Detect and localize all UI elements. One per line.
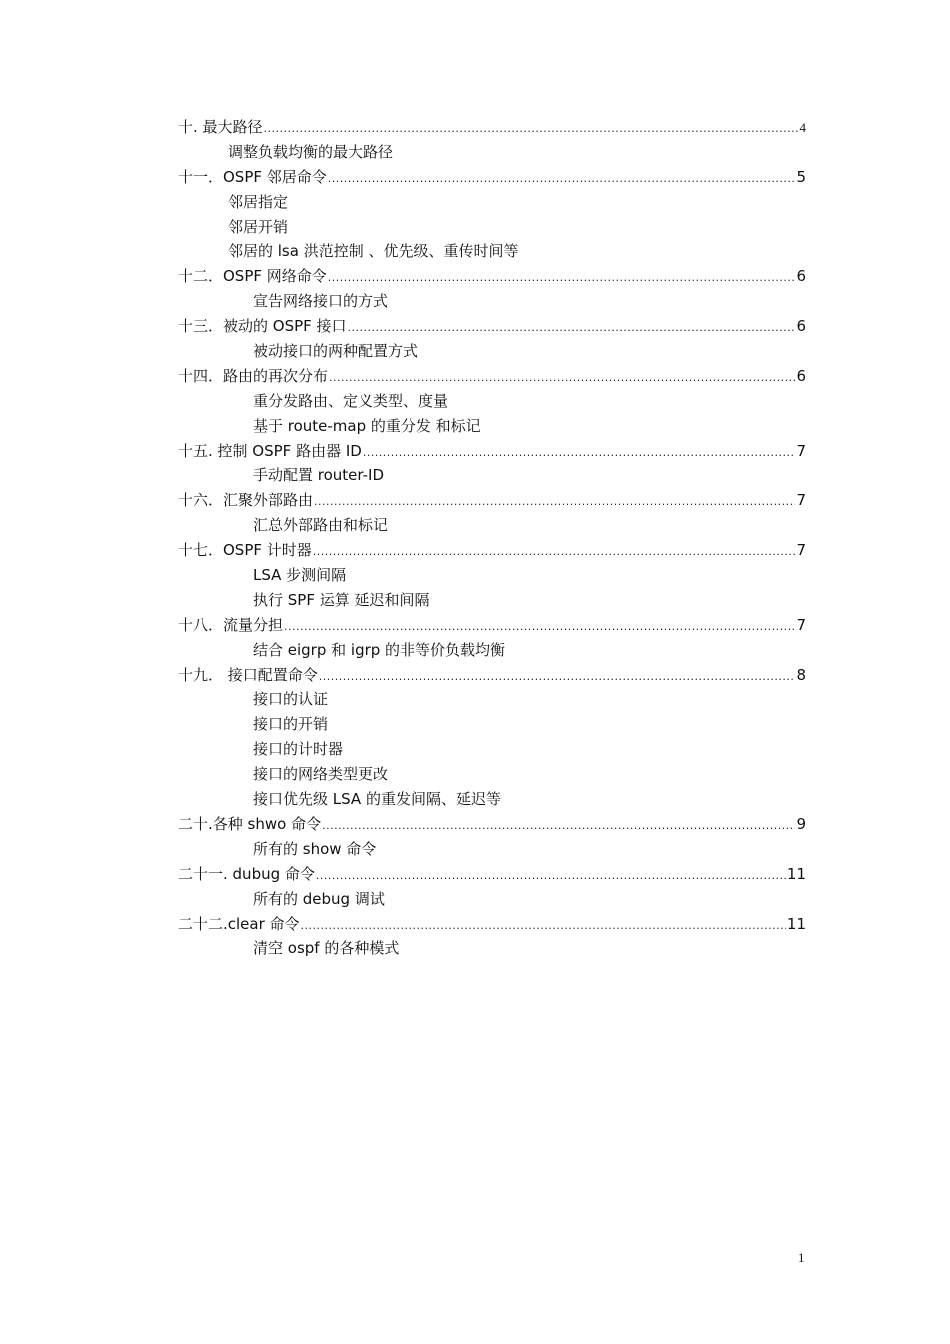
toc-entry [178, 439, 806, 464]
toc-entry-title: 调整负载均衡的最大路径 [228, 142, 394, 161]
toc-entry [178, 613, 806, 638]
toc-subentry [178, 414, 806, 439]
toc-entry-title: 十六．汇聚外部路由 [178, 491, 314, 510]
toc-entry-title: 十七．OSPF 计时器 [178, 541, 312, 560]
toc-entry-title: 接口的网络类型更改 [253, 765, 389, 784]
toc-dot-leader [301, 914, 786, 939]
toc-page-number: 7 [796, 441, 806, 460]
toc-entry-title: 十一．OSPF 邻居命令 [178, 167, 327, 186]
toc-page-number: 11 [786, 864, 806, 883]
toc-subentry [178, 737, 806, 762]
toc-dot-leader [314, 490, 795, 515]
toc-subentry [178, 712, 806, 737]
toc-dot-leader [264, 117, 799, 142]
toc-entry [178, 115, 806, 140]
toc-dot-leader [322, 814, 795, 839]
toc-entry-title: 所有的 show 命令 [253, 839, 377, 858]
toc-subentry [178, 837, 806, 862]
toc-subentry [178, 190, 806, 215]
toc-entry-title: 邻居的 lsa 洪范控制 、优先级、重传时间等 [228, 242, 519, 261]
toc-subentry [178, 687, 806, 712]
toc-entry-title: 邻居开销 [228, 217, 289, 236]
toc-page-number: 7 [796, 615, 806, 634]
toc-subentry [178, 239, 806, 264]
toc-subentry [178, 513, 806, 538]
toc-entry-title: 执行 SPF 运算 延迟和间隔 [253, 590, 430, 609]
toc-subentry [178, 463, 806, 488]
toc-entry [178, 314, 806, 339]
toc-page-number: 7 [796, 541, 806, 560]
toc-subentry [178, 389, 806, 414]
toc-entry-title: 十九． 接口配置命令 [178, 665, 318, 684]
toc-entry [178, 165, 806, 190]
toc-entry-title: 十五. 控制 OSPF 路由器 ID [178, 441, 362, 460]
toc-entry-title: 清空 ospf 的各种模式 [253, 939, 400, 958]
toc-dot-leader [348, 316, 796, 341]
toc-entry [178, 862, 806, 887]
toc-entry [178, 488, 806, 513]
toc-subentry [178, 936, 806, 961]
toc-subentry [178, 339, 806, 364]
toc-dot-leader [313, 540, 796, 565]
toc-entry-title: 接口优先级 LSA 的重发间隔、延迟等 [253, 790, 501, 809]
toc-entry-title: 手动配置 router-ID [253, 466, 384, 485]
toc-page-number: 8 [796, 665, 806, 684]
toc-page-number: 6 [796, 267, 806, 286]
toc-page-number: 6 [796, 317, 806, 336]
table-of-contents [178, 115, 806, 961]
toc-entry-title: 宣告网络接口的方式 [253, 292, 389, 311]
toc-entry-title: 接口的计时器 [253, 740, 344, 759]
toc-entry-title: 基于 route-map 的重分发 和标记 [253, 416, 481, 435]
toc-page-number: 4 [799, 120, 806, 135]
toc-entry-title: 邻居指定 [228, 192, 289, 211]
toc-dot-leader [329, 366, 795, 391]
toc-dot-leader [284, 615, 795, 640]
toc-entry [178, 538, 806, 563]
toc-entry-title: 汇总外部路由和标记 [253, 516, 389, 535]
toc-entry-title: 十八．流量分担 [178, 615, 284, 634]
toc-entry-title: 十二．OSPF 网络命令 [178, 267, 327, 286]
toc-entry [178, 364, 806, 389]
toc-subentry [178, 638, 806, 663]
toc-subentry [178, 215, 806, 240]
toc-page-number: 5 [796, 167, 806, 186]
toc-subentry [178, 887, 806, 912]
toc-entry [178, 663, 806, 688]
toc-entry-title: 所有的 debug 调试 [253, 889, 385, 908]
toc-subentry [178, 563, 806, 588]
toc-dot-leader [319, 665, 796, 690]
toc-entry-title: 十. 最大路径 [178, 118, 263, 136]
toc-subentry [178, 762, 806, 787]
toc-entry [178, 912, 806, 937]
toc-subentry [178, 588, 806, 613]
toc-dot-leader [328, 266, 796, 291]
toc-entry-title: 结合 eigrp 和 igrp 的非等价负载均衡 [253, 640, 506, 659]
toc-dot-leader [363, 441, 796, 466]
toc-entry-title: 接口的认证 [253, 690, 329, 709]
toc-entry-title: LSA 步测间隔 [253, 566, 347, 585]
toc-dot-leader [316, 864, 786, 889]
toc-entry-title: 十四．路由的再次分布 [178, 366, 329, 385]
toc-entry [178, 264, 806, 289]
toc-page-number: 7 [796, 491, 806, 510]
toc-entry-title: 被动接口的两种配置方式 [253, 342, 419, 361]
toc-subentry [178, 140, 806, 165]
toc-entry-title: 十三．被动的 OSPF 接口 [178, 317, 347, 336]
toc-entry-title: 重分发路由、定义类型、度量 [253, 391, 449, 410]
toc-entry [178, 812, 806, 837]
toc-subentry [178, 787, 806, 812]
toc-entry-title: 接口的开销 [253, 715, 329, 734]
toc-entry-title: 二十二.clear 命令 [178, 914, 300, 933]
toc-page-number: 11 [786, 914, 806, 933]
toc-entry-title: 二十.各种 shwo 命令 [178, 814, 322, 833]
toc-page-number: 9 [796, 814, 806, 833]
toc-dot-leader [328, 167, 796, 192]
toc-page-number: 6 [796, 366, 806, 385]
toc-entry-title: 二十一. dubug 命令 [178, 864, 315, 883]
page-number: 1 [798, 1250, 805, 1265]
toc-subentry [178, 289, 806, 314]
